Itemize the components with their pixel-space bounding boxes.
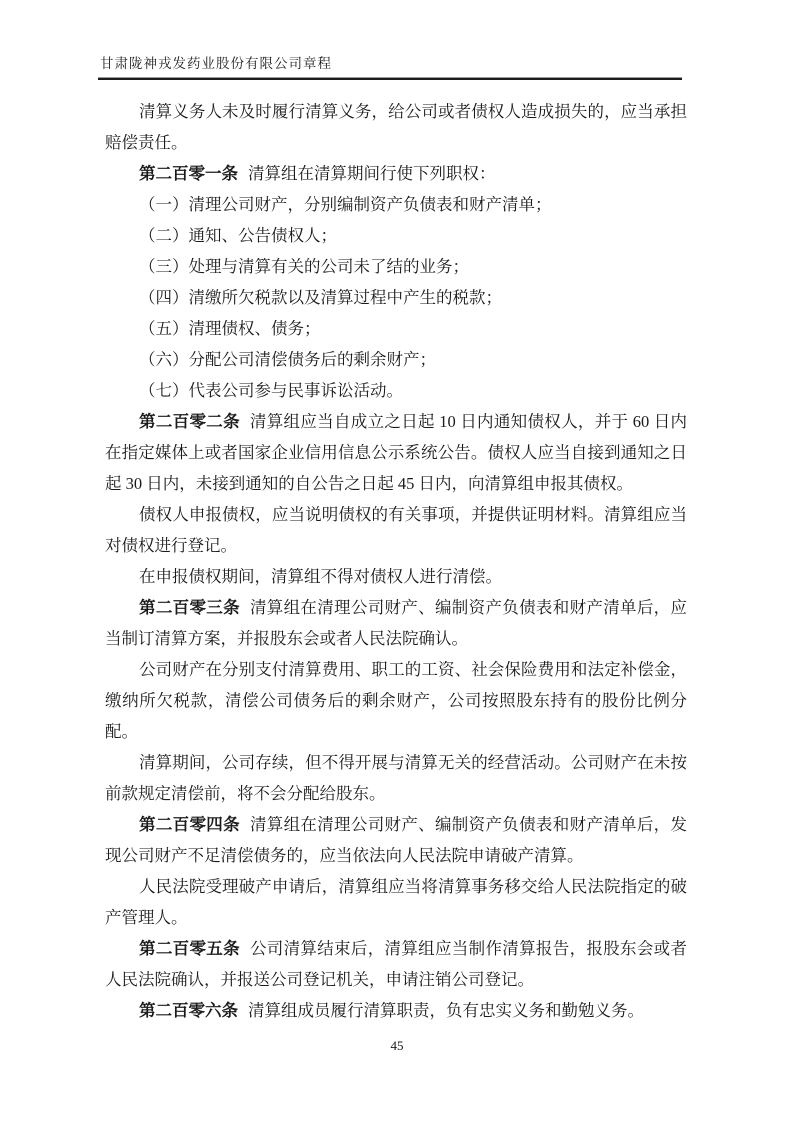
paragraph-text: 清算组在清理公司财产、编制资产负债表和财产清单后，应当制订清算方案，并报股东会或者人民法院确认。 bbox=[105, 598, 688, 648]
paragraph bbox=[105, 995, 687, 1026]
page-header bbox=[98, 52, 682, 80]
paragraph-text: 清算组在清理公司财产、编制资产负债表和财产清单后，发现公司财产不足清偿债务的，应当依法向人民法院申请破产清算。 bbox=[105, 815, 688, 865]
paragraph bbox=[105, 933, 687, 995]
paragraph-text: 公司清算结束后，清算组应当制作清算报告，报股东会或者人民法院确认，并报送公司登记机关，申请注销公司登记。 bbox=[105, 939, 688, 989]
paragraph-text: 清算组应当自成立之日起 10 日内通知债权人，并于 60 日内在指定媒体上或者国家企业信用信息公示系统公告。债权人应当自接到通知之日起 30 日内，未接到通知的自公告之日起 45 日内，向清算组申报其债权。 bbox=[105, 412, 687, 493]
paragraph bbox=[105, 344, 687, 375]
paragraph bbox=[105, 313, 687, 344]
article-number: 第二百零二条 bbox=[139, 412, 240, 431]
article-number: 第二百零六条 bbox=[139, 1001, 238, 1020]
paragraph bbox=[105, 747, 687, 809]
paragraph-text: 债权人申报债权，应当说明债权的有关事项，并提供证明材料。清算组应当对债权进行登记。 bbox=[105, 505, 687, 555]
paragraph bbox=[105, 406, 687, 499]
article-number: 第二百零三条 bbox=[139, 598, 240, 617]
paragraph-text: （一）清理公司财产，分别编制资产负债表和财产清单； bbox=[139, 195, 552, 214]
paragraph bbox=[105, 592, 687, 654]
document-body bbox=[105, 96, 687, 1026]
paragraph-text: 在申报债权期间，清算组不得对债权人进行清偿。 bbox=[139, 567, 502, 586]
paragraph bbox=[105, 96, 687, 158]
paragraph bbox=[105, 158, 687, 189]
article-number: 第二百零四条 bbox=[139, 815, 240, 834]
paragraph-text: 公司财产在分别支付清算费用、职工的工资、社会保险费用和法定补偿金，缴纳所欠税款，清偿公司债务后的剩余财产，公司按照股东持有的股份比例分配。 bbox=[105, 660, 687, 741]
paragraph bbox=[105, 220, 687, 251]
paragraph bbox=[105, 282, 687, 313]
header-title: 甘肃陇神戎发药业股份有限公司章程 bbox=[100, 56, 332, 71]
article-number: 第二百零一条 bbox=[139, 164, 238, 183]
paragraph-text: （四）清缴所欠税款以及清算过程中产生的税款； bbox=[139, 288, 502, 307]
page-number: 45 bbox=[390, 1038, 404, 1053]
paragraph bbox=[105, 499, 687, 561]
paragraph bbox=[105, 561, 687, 592]
paragraph-text: 清算组成员履行清算职责，负有忠实义务和勤勉义务。 bbox=[248, 1001, 644, 1020]
paragraph bbox=[105, 809, 687, 871]
article-number: 第二百零五条 bbox=[139, 939, 240, 958]
paragraph bbox=[105, 654, 687, 747]
paragraph-text: （三）处理与清算有关的公司未了结的业务； bbox=[139, 257, 469, 276]
paragraph-text: 清算期间，公司存续，但不得开展与清算无关的经营活动。公司财产在未按前款规定清偿前，将不会分配给股东。 bbox=[105, 753, 687, 803]
paragraph-text: 清算组在清算期间行使下列职权： bbox=[248, 164, 496, 183]
paragraph bbox=[105, 871, 687, 933]
paragraph bbox=[105, 375, 687, 406]
paragraph bbox=[105, 189, 687, 220]
paragraph-text: （六）分配公司清偿债务后的剩余财产； bbox=[139, 350, 436, 369]
paragraph bbox=[105, 251, 687, 282]
header-rule-bottom bbox=[98, 78, 682, 80]
paragraph-text: 人民法院受理破产申请后，清算组应当将清算事务移交给人民法院指定的破产管理人。 bbox=[105, 877, 687, 927]
paragraph-text: （五）清理债权、债务； bbox=[139, 319, 321, 338]
paragraph-text: （七）代表公司参与民事诉讼活动。 bbox=[139, 381, 403, 400]
paragraph-text: 清算义务人未及时履行清算义务，给公司或者债权人造成损失的，应当承担赔偿责任。 bbox=[105, 102, 687, 152]
paragraph-text: （二）通知、公告债权人； bbox=[139, 226, 337, 245]
